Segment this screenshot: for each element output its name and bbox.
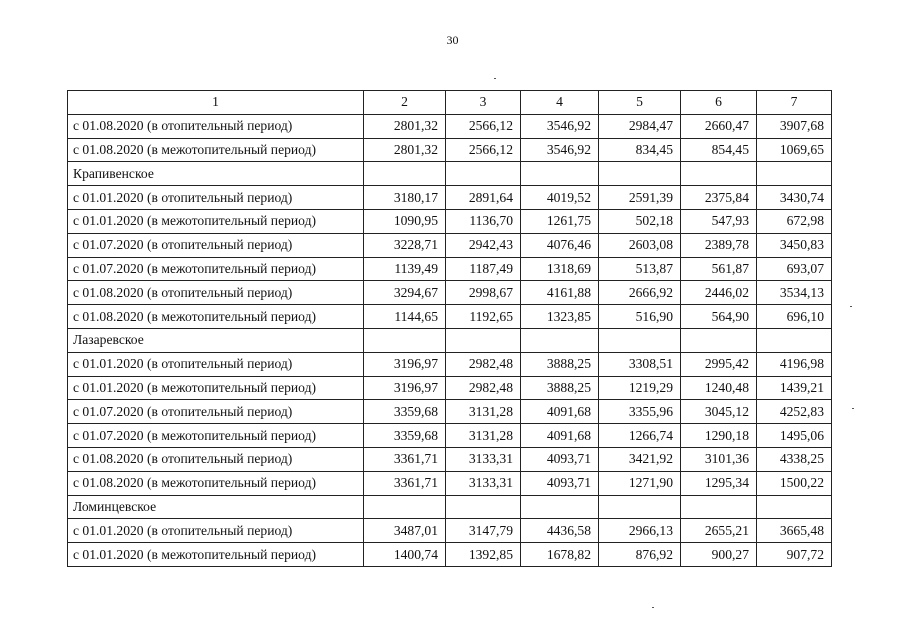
table-body <box>68 91 832 567</box>
table-row <box>68 447 832 471</box>
value-cell: 3133,31 <box>446 471 521 495</box>
value-cell: 2660,47 <box>681 114 757 138</box>
value-cell: 1240,48 <box>681 376 757 400</box>
value-cell: 4252,83 <box>757 400 832 424</box>
tariff-table <box>67 90 832 567</box>
value-cell: 4076,46 <box>521 233 599 257</box>
value-cell: 2982,48 <box>446 352 521 376</box>
value-cell: 1271,90 <box>599 471 681 495</box>
value-cell: 4091,68 <box>521 424 599 448</box>
row-label: с 01.01.2020 (в отопительный период) <box>68 519 364 543</box>
value-cell: 3196,97 <box>364 352 446 376</box>
table-row <box>68 209 832 233</box>
value-cell: 907,72 <box>757 543 832 567</box>
row-label: с 01.08.2020 (в межотопительный период) <box>68 471 364 495</box>
empty-cell <box>681 162 757 186</box>
value-cell: 2591,39 <box>599 186 681 210</box>
value-cell: 4161,88 <box>521 281 599 305</box>
value-cell: 4019,52 <box>521 186 599 210</box>
value-cell: 1192,65 <box>446 305 521 329</box>
value-cell: 3294,67 <box>364 281 446 305</box>
empty-cell <box>521 162 599 186</box>
row-label: с 01.07.2020 (в отопительный период) <box>68 400 364 424</box>
value-cell: 3228,71 <box>364 233 446 257</box>
value-cell: 2966,13 <box>599 519 681 543</box>
table-row <box>68 257 832 281</box>
value-cell: 1318,69 <box>521 257 599 281</box>
value-cell: 3180,17 <box>364 186 446 210</box>
value-cell: 3308,51 <box>599 352 681 376</box>
value-cell: 2389,78 <box>681 233 757 257</box>
value-cell: 3361,71 <box>364 471 446 495</box>
empty-cell <box>364 162 446 186</box>
empty-cell <box>681 328 757 352</box>
row-label: с 01.01.2020 (в межотопительный период) <box>68 543 364 567</box>
value-cell: 4338,25 <box>757 447 832 471</box>
column-header: 5 <box>599 91 681 115</box>
empty-cell <box>681 495 757 519</box>
value-cell: 502,18 <box>599 209 681 233</box>
scan-speck <box>652 607 654 608</box>
value-cell: 3888,25 <box>521 376 599 400</box>
table-row <box>68 400 832 424</box>
value-cell: 3359,68 <box>364 424 446 448</box>
column-header: 4 <box>521 91 599 115</box>
value-cell: 3359,68 <box>364 400 446 424</box>
value-cell: 4196,98 <box>757 352 832 376</box>
section-row <box>68 328 832 352</box>
row-label: с 01.08.2020 (в отопительный период) <box>68 447 364 471</box>
empty-cell <box>446 162 521 186</box>
scan-speck <box>852 408 854 409</box>
value-cell: 854,45 <box>681 138 757 162</box>
row-label: с 01.08.2020 (в межотопительный период) <box>68 138 364 162</box>
value-cell: 2603,08 <box>599 233 681 257</box>
table-row <box>68 424 832 448</box>
row-label: с 01.08.2020 (в отопительный период) <box>68 281 364 305</box>
value-cell: 1495,06 <box>757 424 832 448</box>
table-row <box>68 471 832 495</box>
value-cell: 2655,21 <box>681 519 757 543</box>
value-cell: 2984,47 <box>599 114 681 138</box>
value-cell: 3450,83 <box>757 233 832 257</box>
value-cell: 2566,12 <box>446 114 521 138</box>
table-row <box>68 233 832 257</box>
value-cell: 1439,21 <box>757 376 832 400</box>
empty-cell <box>599 495 681 519</box>
value-cell: 1187,49 <box>446 257 521 281</box>
table-row <box>68 376 832 400</box>
value-cell: 2446,02 <box>681 281 757 305</box>
value-cell: 2566,12 <box>446 138 521 162</box>
value-cell: 3546,92 <box>521 138 599 162</box>
scan-speck <box>850 306 852 307</box>
value-cell: 834,45 <box>599 138 681 162</box>
row-label: с 01.01.2020 (в межотопительный период) <box>68 209 364 233</box>
column-number-header-row <box>68 91 832 115</box>
empty-cell <box>446 495 521 519</box>
value-cell: 672,98 <box>757 209 832 233</box>
column-header: 7 <box>757 91 832 115</box>
empty-cell <box>599 328 681 352</box>
value-cell: 3487,01 <box>364 519 446 543</box>
value-cell: 693,07 <box>757 257 832 281</box>
page-number: 30 <box>446 33 459 47</box>
value-cell: 2995,42 <box>681 352 757 376</box>
table-row <box>68 138 832 162</box>
value-cell: 561,87 <box>681 257 757 281</box>
value-cell: 3133,31 <box>446 447 521 471</box>
value-cell: 3131,28 <box>446 400 521 424</box>
value-cell: 3534,13 <box>757 281 832 305</box>
value-cell: 4091,68 <box>521 400 599 424</box>
empty-cell <box>364 495 446 519</box>
row-label: с 01.08.2020 (в отопительный период) <box>68 114 364 138</box>
value-cell: 2801,32 <box>364 114 446 138</box>
value-cell: 1069,65 <box>757 138 832 162</box>
value-cell: 2375,84 <box>681 186 757 210</box>
value-cell: 1261,75 <box>521 209 599 233</box>
table-row <box>68 305 832 329</box>
value-cell: 2982,48 <box>446 376 521 400</box>
table-row <box>68 281 832 305</box>
row-label: с 01.08.2020 (в межотопительный период) <box>68 305 364 329</box>
table-row <box>68 114 832 138</box>
row-label: с 01.07.2020 (в отопительный период) <box>68 233 364 257</box>
value-cell: 3101,36 <box>681 447 757 471</box>
table-row <box>68 519 832 543</box>
value-cell: 4436,58 <box>521 519 599 543</box>
value-cell: 3421,92 <box>599 447 681 471</box>
value-cell: 1290,18 <box>681 424 757 448</box>
value-cell: 1090,95 <box>364 209 446 233</box>
section-title: Крапивенское <box>68 162 364 186</box>
value-cell: 2998,67 <box>446 281 521 305</box>
value-cell: 2801,32 <box>364 138 446 162</box>
row-label: с 01.07.2020 (в межотопительный период) <box>68 424 364 448</box>
value-cell: 1392,85 <box>446 543 521 567</box>
value-cell: 3888,25 <box>521 352 599 376</box>
value-cell: 2942,43 <box>446 233 521 257</box>
value-cell: 2666,92 <box>599 281 681 305</box>
value-cell: 900,27 <box>681 543 757 567</box>
value-cell: 3196,97 <box>364 376 446 400</box>
value-cell: 1219,29 <box>599 376 681 400</box>
value-cell: 1144,65 <box>364 305 446 329</box>
column-header: 1 <box>68 91 364 115</box>
value-cell: 4093,71 <box>521 471 599 495</box>
value-cell: 516,90 <box>599 305 681 329</box>
value-cell: 513,87 <box>599 257 681 281</box>
value-cell: 1500,22 <box>757 471 832 495</box>
value-cell: 3546,92 <box>521 114 599 138</box>
value-cell: 1295,34 <box>681 471 757 495</box>
value-cell: 564,90 <box>681 305 757 329</box>
table-row <box>68 186 832 210</box>
column-header: 6 <box>681 91 757 115</box>
empty-cell <box>446 328 521 352</box>
value-cell: 1400,74 <box>364 543 446 567</box>
value-cell: 3131,28 <box>446 424 521 448</box>
row-label: с 01.01.2020 (в межотопительный период) <box>68 376 364 400</box>
empty-cell <box>364 328 446 352</box>
empty-cell <box>599 162 681 186</box>
empty-cell <box>521 328 599 352</box>
table-row <box>68 543 832 567</box>
value-cell: 3045,12 <box>681 400 757 424</box>
row-label: с 01.01.2020 (в отопительный период) <box>68 186 364 210</box>
value-cell: 876,92 <box>599 543 681 567</box>
value-cell: 3907,68 <box>757 114 832 138</box>
row-label: с 01.07.2020 (в межотопительный период) <box>68 257 364 281</box>
column-header: 3 <box>446 91 521 115</box>
value-cell: 3355,96 <box>599 400 681 424</box>
table-row <box>68 352 832 376</box>
value-cell: 696,10 <box>757 305 832 329</box>
empty-cell <box>757 162 832 186</box>
value-cell: 3361,71 <box>364 447 446 471</box>
value-cell: 1678,82 <box>521 543 599 567</box>
row-label: с 01.01.2020 (в отопительный период) <box>68 352 364 376</box>
value-cell: 547,93 <box>681 209 757 233</box>
value-cell: 1139,49 <box>364 257 446 281</box>
value-cell: 2891,64 <box>446 186 521 210</box>
column-header: 2 <box>364 91 446 115</box>
value-cell: 3147,79 <box>446 519 521 543</box>
value-cell: 1136,70 <box>446 209 521 233</box>
empty-cell <box>757 328 832 352</box>
empty-cell <box>521 495 599 519</box>
empty-cell <box>757 495 832 519</box>
value-cell: 3665,48 <box>757 519 832 543</box>
value-cell: 1323,85 <box>521 305 599 329</box>
scan-speck <box>494 78 496 79</box>
value-cell: 3430,74 <box>757 186 832 210</box>
value-cell: 4093,71 <box>521 447 599 471</box>
section-title: Ломинцевское <box>68 495 364 519</box>
section-row <box>68 495 832 519</box>
value-cell: 1266,74 <box>599 424 681 448</box>
section-row <box>68 162 832 186</box>
section-title: Лазаревское <box>68 328 364 352</box>
